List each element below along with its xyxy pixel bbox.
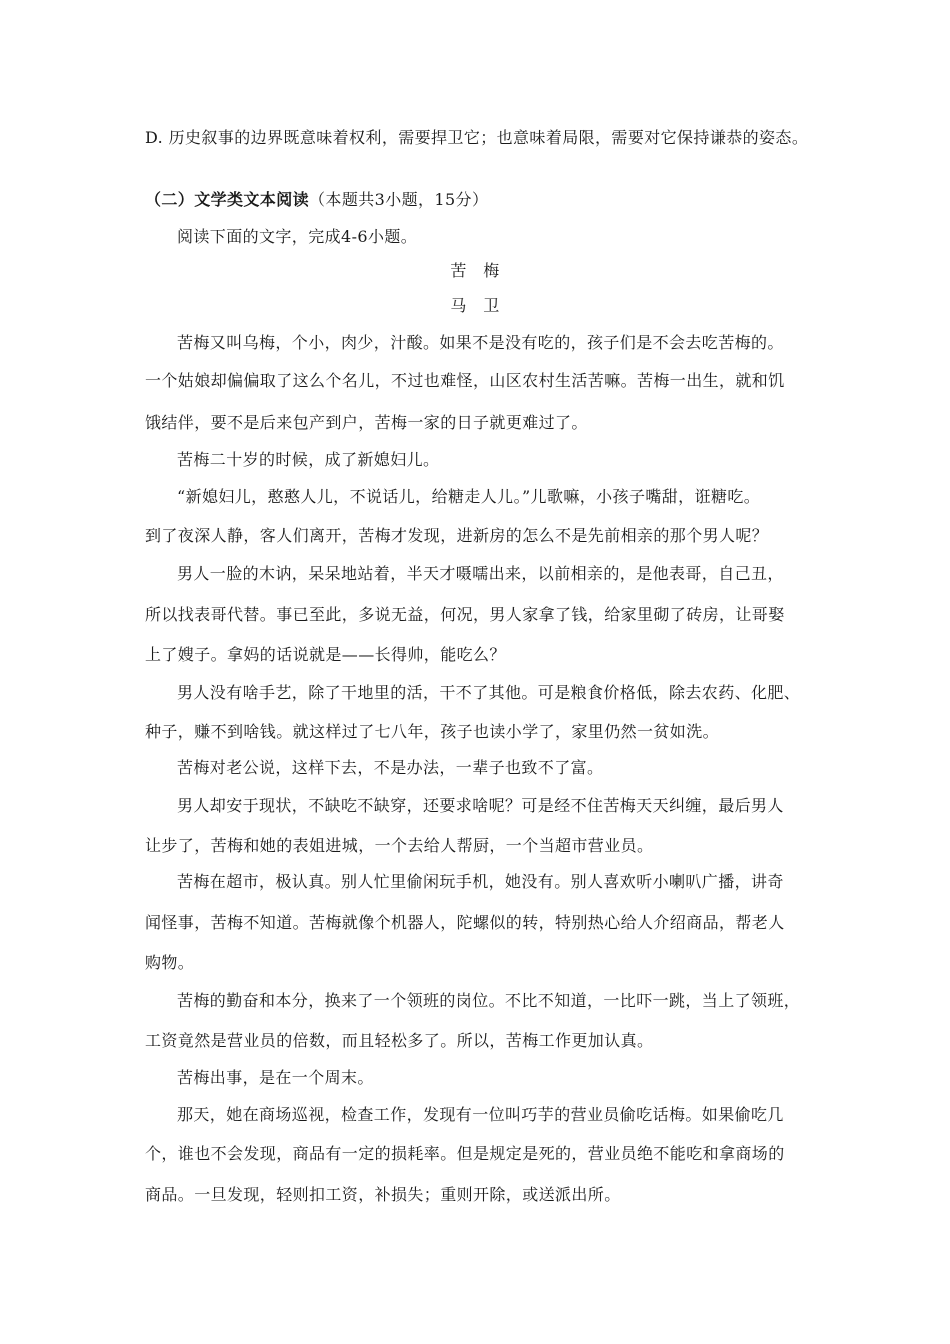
paragraph-line: 到了夜深人静，客人们离开，苦梅才发现，进新房的怎么不是先前相亲的那个男人呢？: [145, 526, 769, 545]
paragraph-line: 商品。一旦发现，轻则扣工资，补损失；重则开除，或送派出所。: [145, 1185, 621, 1204]
option-d: D. 历史叙事的边界既意味着权利，需要捍卫它；也意味着局限，需要对它保持谦恭的姿态。: [145, 128, 809, 147]
story-author: 马 卫: [450, 296, 500, 315]
paragraph-line: 那天，她在商场巡视，检查工作，发现有一位叫巧芋的营业员偷吃话梅。如果偷吃几: [177, 1105, 784, 1124]
paragraph-line: 上了嫂子。拿妈的话说就是——长得帅，能吃么？: [145, 645, 506, 664]
paragraph-line: 苦梅在超市，极认真。别人忙里偷闲玩手机，她没有。别人喜欢听小喇叭广播，讲奇: [177, 872, 784, 891]
paragraph-line: “新媳妇儿，憨憨人儿，不说话儿，给糖走人儿。”儿歌嘛，小孩子嘴甜，诳糖吃。: [177, 487, 761, 506]
paragraph-line: 所以找表哥代替。事已至此，多说无益，何况，男人家拿了钱，给家里砌了砖房，让哥娶: [145, 605, 785, 624]
paragraph-line: 个，谁也不会发现，商品有一定的损耗率。但是规定是死的，营业员绝不能吃和拿商场的: [145, 1144, 785, 1163]
paragraph-line: 男人没有啥手艺，除了干地里的活，干不了其他。可是粮食价格低，除去农药、化肥、: [177, 683, 801, 702]
paragraph-line: 闻怪事，苦梅不知道。苦梅就像个机器人，陀螺似的转，特别热心给人介绍商品，帮老人: [145, 913, 785, 932]
paragraph-line: 让步了，苦梅和她的表姐进城，一个去给人帮厨，一个当超市营业员。: [145, 836, 654, 855]
section-heading: （二）文学类文本阅读: [145, 190, 310, 209]
paragraph-line: 种子，赚不到啥钱。就这样过了七八年，孩子也读小学了，家里仍然一贫如洗。: [145, 722, 720, 741]
paragraph-line: 饿结伴，要不是后来包产到户，苦梅一家的日子就更难过了。: [145, 413, 588, 432]
paragraph-line: 一个姑娘却偏偏取了这么个名儿，不过也难怪，山区农村生活苦嘛。苦梅一出生，就和饥: [145, 371, 785, 390]
paragraph-line: 苦梅又叫乌梅，个小，肉少，汁酸。如果不是没有吃的，孩子们是不会去吃苦梅的。: [177, 333, 784, 352]
paragraph-line: 购物。: [145, 953, 195, 972]
paragraph-line: 男人却安于现状，不缺吃不缺穿，还要求啥呢？可是经不住苦梅天天纠缠，最后男人: [177, 796, 784, 815]
story-title: 苦 梅: [450, 261, 500, 280]
paragraph-line: 苦梅的勤奋和本分，换来了一个领班的岗位。不比不知道，一比吓一跳，当上了领班，: [177, 991, 801, 1010]
paragraph-line: 工资竟然是营业员的倍数，而且轻松多了。所以，苦梅工作更加认真。: [145, 1031, 654, 1050]
paragraph-line: 苦梅出事，是在一个周末。: [177, 1068, 374, 1087]
section-instruction: 阅读下面的文字，完成4-6小题。: [177, 227, 418, 246]
paragraph-line: 苦梅对老公说，这样下去，不是办法，一辈子也致不了富。: [177, 758, 604, 777]
paragraph-line: 苦梅二十岁的时候，成了新媳妇儿。: [177, 450, 440, 469]
section-note: （本题共3小题，15分）: [309, 190, 489, 209]
paragraph-line: 男人一脸的木讷，呆呆地站着，半天才嗫嚅出来，以前相亲的，是他表哥，自己丑，: [177, 564, 784, 583]
section-heading-line: [145, 190, 815, 210]
